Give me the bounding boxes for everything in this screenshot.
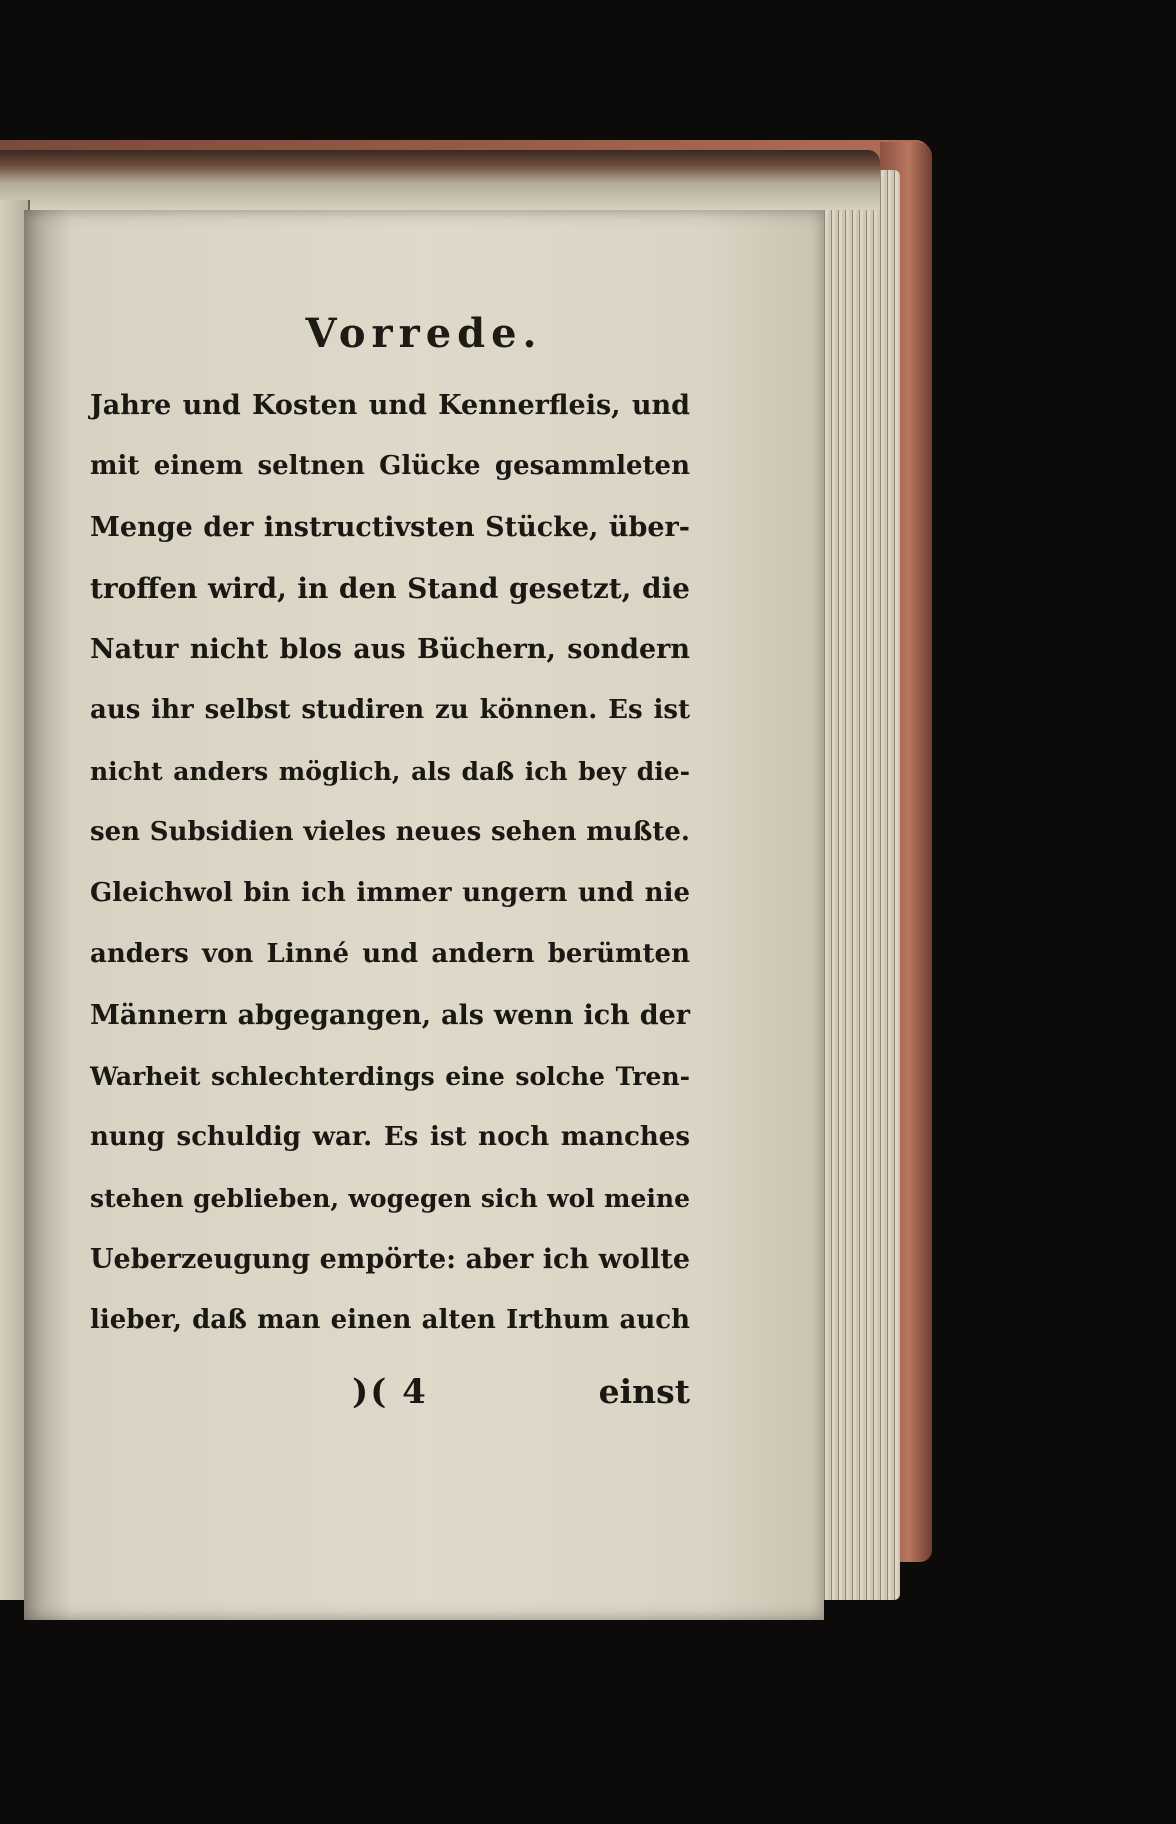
- signature-mark: )( 4: [352, 1372, 428, 1412]
- text-line: Männern abgegangen, als wenn ich der: [90, 1000, 690, 1031]
- text-line: lieber, daß man einen alten Irthum auch: [90, 1305, 690, 1335]
- text-line: mit einem seltnen Glücke gesammleten: [90, 451, 690, 481]
- text-line: Gleichwol bin ich immer ungern und nie: [90, 878, 690, 908]
- text-line: Menge der instructivsten Stücke, über-: [90, 512, 690, 543]
- text-line: Jahre und Kosten und Kennerfleis, und: [90, 390, 690, 421]
- book-page: [24, 210, 824, 1620]
- page-header: Vorrede.: [305, 310, 543, 357]
- page-footer: [90, 1372, 690, 1422]
- text-line: Warheit schlechterdings eine solche Tren-: [90, 1062, 690, 1091]
- book-top-edge: [0, 150, 880, 210]
- text-line: sen Subsidien vieles neues sehen mußte.: [90, 817, 690, 847]
- page-body: [90, 375, 690, 1351]
- text-line: nung schuldig war. Es ist noch manches: [90, 1122, 690, 1152]
- text-line: Natur nicht blos aus Büchern, sondern: [90, 634, 690, 665]
- catchword: einst: [598, 1372, 690, 1411]
- text-line: troffen wird, in den Stand gesetzt, die: [90, 572, 690, 605]
- text-line: aus ihr selbst studiren zu können. Es ist: [90, 695, 690, 725]
- text-line: anders von Linné und andern berümten: [90, 939, 690, 969]
- text-line: stehen geblieben, wogegen sich wol meine: [90, 1184, 690, 1213]
- text-line: nicht anders möglich, als daß ich bey die-: [90, 757, 690, 786]
- text-line: Ueberzeugung empörte: aber ich wollte: [90, 1244, 690, 1275]
